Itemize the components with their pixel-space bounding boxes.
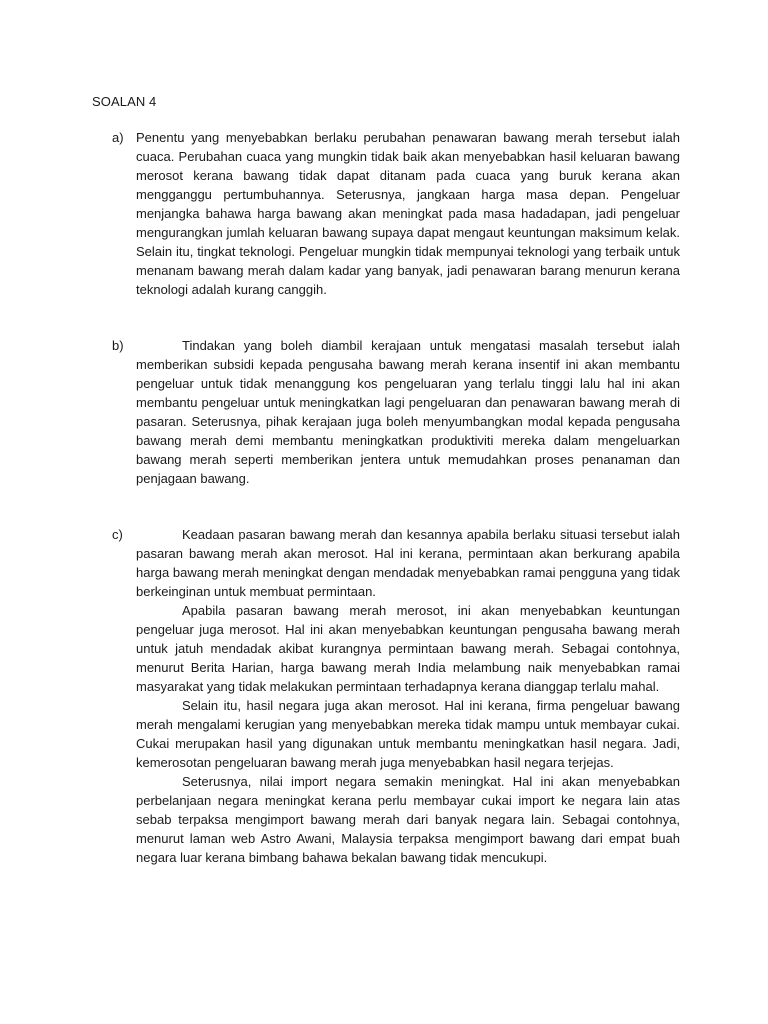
paragraph-b-1: Tindakan yang boleh diambil kerajaan untuk mengatasi masalah tersebut ialah memberikan subsidi kepada pengusaha bawang merah kerana insentif ini akan membantu pengeluar untuk tidak menanggung kos pengeluaran yang terlalu tinggi lalu hal ini akan membantu pengeluar untuk meningkatkan lagi pengeluaran dan penawaran bawang merah di pasaran. Seterusnya, pihak kerajaan juga boleh menyumbangkan modal kepada pengusaha bawang merah demi membantu meningkatkan produktiviti mereka dalam mengeluarkan bawang merah seperti memberikan jentera untuk memudahkan proses penanaman dan penjagaan bawang. (136, 338, 680, 486)
paragraph-c-2: Apabila pasaran bawang merah merosot, ini akan menyebabkan keuntungan pengeluar juga merosot. Hal ini akan menyebabkan keuntungan pengusaha bawang merah untuk jatuh mendadak akibat kurangnya permintaan bawang merah. Sebagai contohnya, menurut Berita Harian, harga bawang merah India melambung naik menyebabkan ramai masyarakat yang tidak melakukan permintaan terhadapnya kerana dianggap terlalu mahal. (136, 603, 680, 694)
answer-section-b (112, 336, 680, 488)
section-marker-a: a) (112, 130, 124, 145)
section-body-c (136, 525, 680, 867)
question-heading: SOALAN 4 (92, 94, 157, 109)
section-marker-c: c) (112, 527, 123, 542)
section-body-b (136, 336, 680, 488)
paragraph-c-1: Keadaan pasaran bawang merah dan kesannya apabila berlaku situasi tersebut ialah pasaran bawang merah akan merosot. Hal ini kerana, permintaan akan berkurang apabila harga bawang merah meningkat dengan mendadak menyebabkan ramai pengguna yang tidak berkeinginan untuk membuat permintaan. (136, 527, 680, 599)
section-marker-b: b) (112, 338, 124, 353)
paragraph-a-1: Penentu yang menyebabkan berlaku perubahan penawaran bawang merah tersebut ialah cuaca. Perubahan cuaca yang mungkin tidak baik akan menyebabkan hasil keluaran bawang merosot kerana bawang tidak dapat ditanam pada cuaca yang buruk kerana akan mengganggu pertumbuhannya. Seterusnya, jangkaan harga masa depan. Pengeluar menjangka bahawa harga bawang akan meningkat pada masa hadadapan, jadi pengeluar mengurangkan jumlah keluaran bawang supaya dapat mengaut keuntungan maksimum kelak. Selain itu, tingkat teknologi. Pengeluar mungkin tidak mempunyai teknologi yang terbaik untuk menanam bawang merah dalam kadar yang banyak, jadi penawaran barang menurun kerana teknologi adalah kurang canggih. (136, 130, 680, 297)
section-body-a (136, 128, 680, 299)
paragraph-c-3: Selain itu, hasil negara juga akan merosot. Hal ini kerana, firma pengeluar bawang merah mengalami kerugian yang menyebabkan mereka tidak mampu untuk membayar cukai. Cukai merupakan hasil yang digunakan untuk membantu meningkatkan hasil negara. Jadi, kemerosotan pengeluaran bawang merah juga menyebabkan hasil negara terjejas. (136, 698, 680, 770)
answer-section-a (112, 128, 680, 299)
answer-section-c (112, 525, 680, 867)
paragraph-c-4: Seterusnya, nilai import negara semakin meningkat. Hal ini akan menyebabkan perbelanjaan negara meningkat kerana perlu membayar cukai import ke negara lain atas sebab terpaksa mengimport bawang merah dari banyak negara lain. Sebagai contohnya, menurut laman web Astro Awani, Malaysia terpaksa mengimport bawang dari empat buah negara luar kerana bimbang bahawa bekalan bawang tidak mencukupi. (136, 774, 680, 865)
